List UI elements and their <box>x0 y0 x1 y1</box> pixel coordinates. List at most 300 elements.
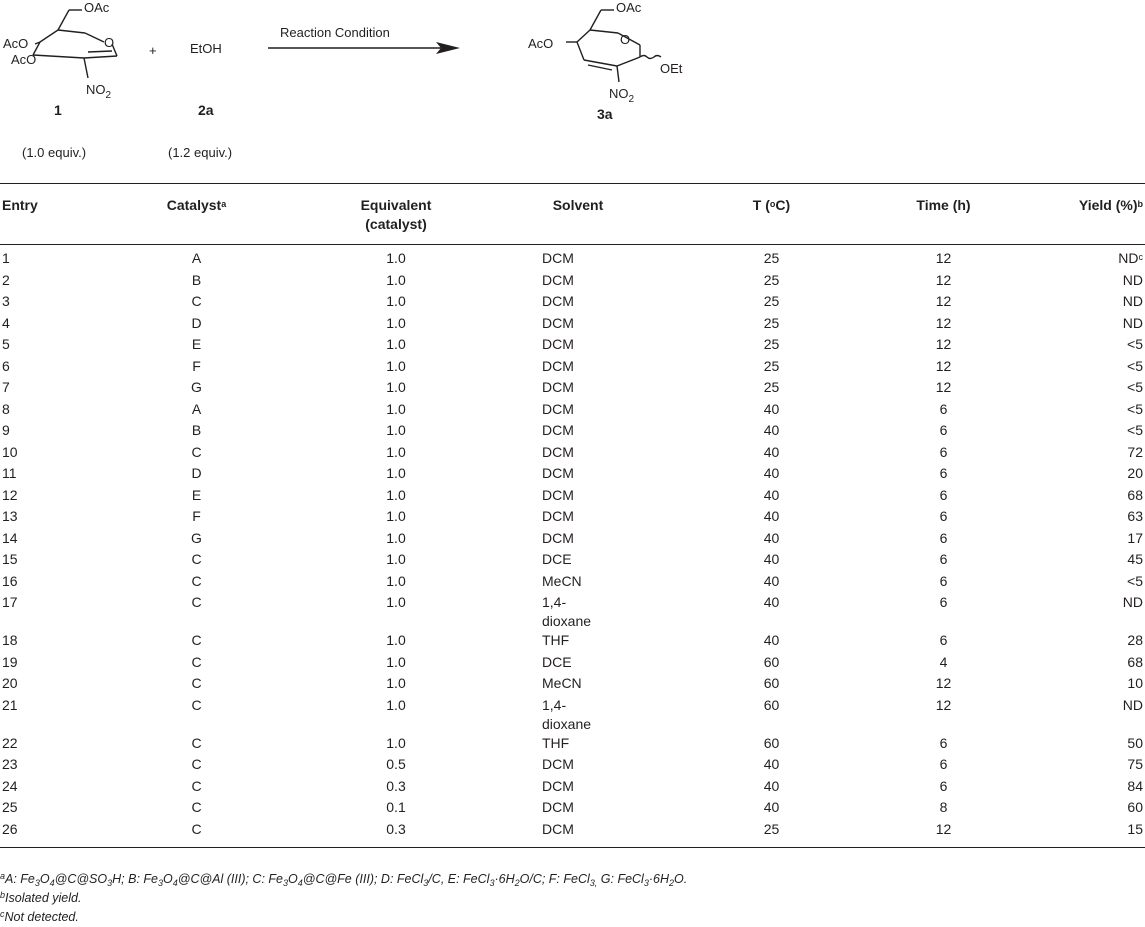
reactant-1-label: 1 <box>54 102 62 118</box>
cell-solvent <box>512 572 693 594</box>
cell-temperature-text: 40 <box>763 508 780 524</box>
cell-temperature <box>693 421 850 443</box>
header-time <box>850 184 1037 245</box>
cell-yield <box>1037 798 1145 820</box>
product-nitro: $NO_2$ <box>609 86 635 105</box>
product-oet: OEt <box>660 61 683 76</box>
cell-equivalent <box>280 550 512 572</box>
cell-yield-text: <5 <box>1127 400 1143 417</box>
results-table <box>0 183 1145 848</box>
cell-yield <box>1037 755 1145 777</box>
cell-catalyst-text: C <box>191 756 202 772</box>
cell-temperature <box>693 755 850 777</box>
cell-time <box>850 696 1037 734</box>
cell-yield <box>1037 443 1145 465</box>
cell-temperature <box>693 820 850 848</box>
cell-temperature-text: 40 <box>763 572 780 589</box>
cell-catalyst-text: C <box>191 777 202 794</box>
cell-temperature <box>693 335 850 357</box>
arrow-label: Reaction Condition <box>280 25 390 40</box>
cell-solvent <box>512 734 693 756</box>
cell-temperature <box>693 271 850 293</box>
header-catalyst-footnote-mark: a <box>221 199 227 209</box>
cell-time <box>850 653 1037 675</box>
cell-time <box>850 378 1037 400</box>
cell-solvent-text: DCM <box>542 379 574 395</box>
header-equivalent <box>280 184 512 245</box>
cell-temperature <box>693 572 850 594</box>
cell-yield <box>1037 674 1145 696</box>
cell-yield-text: 84 <box>1127 777 1143 794</box>
header-equivalent-line1: Equivalent <box>360 197 432 213</box>
cell-time-text: 6 <box>939 400 948 417</box>
cell-equivalent <box>280 464 512 486</box>
cell-yield <box>1037 335 1145 357</box>
cell-catalyst-text: B <box>191 271 202 288</box>
cell-solvent <box>512 464 693 486</box>
cell-catalyst <box>113 696 280 734</box>
footnote-subscript: 4 <box>49 878 55 888</box>
cell-yield-text: <5 <box>1127 379 1143 395</box>
cell-time-text: 12 <box>935 336 952 352</box>
footnote-text: @C@Al (III); C: Fe <box>177 872 283 886</box>
cell-equivalent-text: 1.0 <box>386 696 406 713</box>
header-row <box>0 184 1145 245</box>
cell-time <box>850 464 1037 486</box>
cell-entry <box>0 529 113 551</box>
cell-time <box>850 593 1037 631</box>
cell-solvent <box>512 292 693 314</box>
footnote-subscript: 4 <box>172 878 178 888</box>
header-entry-text: Entry <box>2 197 38 213</box>
cell-equivalent-text: 0.3 <box>386 777 406 794</box>
header-catalyst-text: Catalyst <box>166 197 222 213</box>
cell-entry <box>0 335 113 357</box>
cell-yield-text: 50 <box>1127 734 1143 751</box>
reaction-scheme-drawing <box>0 0 1145 180</box>
cell-temperature-text: 60 <box>763 653 780 670</box>
reaction-scheme <box>0 0 1145 180</box>
footnote-subscript: 2 <box>669 878 675 888</box>
cell-solvent-text: DCM <box>542 820 574 837</box>
footnote-text: O. <box>674 872 688 886</box>
table-row <box>0 486 1145 508</box>
header-yield-text: Yield (%) <box>1078 197 1138 213</box>
table-body <box>0 245 1145 848</box>
cell-temperature-text: 25 <box>763 379 780 395</box>
cell-yield <box>1037 357 1145 379</box>
cell-yield <box>1037 245 1145 271</box>
cell-solvent-text: DCM <box>542 250 574 266</box>
table-row <box>0 292 1145 314</box>
cell-entry <box>0 292 113 314</box>
cell-solvent-text: MeCN <box>542 572 582 589</box>
cell-equivalent <box>280 335 512 357</box>
cell-equivalent <box>280 400 512 422</box>
table-row <box>0 507 1145 529</box>
cell-temperature-text: 25 <box>763 314 780 331</box>
footnote-subscript: 3 <box>423 878 429 888</box>
cell-solvent <box>512 529 693 551</box>
cell-equivalent <box>280 314 512 336</box>
table-row <box>0 572 1145 594</box>
cell-entry-text: 7 <box>2 379 10 395</box>
cell-temperature <box>693 798 850 820</box>
cell-equivalent <box>280 507 512 529</box>
cell-time-text: 6 <box>939 422 948 438</box>
cell-yield-text: ND <box>1122 696 1143 713</box>
cell-yield <box>1037 550 1145 572</box>
header-solvent-text: Solvent <box>552 197 604 213</box>
cell-temperature-text: 25 <box>763 357 780 374</box>
cell-solvent <box>512 631 693 653</box>
cell-time <box>850 820 1037 848</box>
cell-solvent-text: DCM <box>542 777 574 794</box>
cell-yield-text: 20 <box>1127 465 1143 481</box>
cell-solvent <box>512 400 693 422</box>
footnote-text: H; B: Fe <box>112 872 158 886</box>
cell-temperature-text: 40 <box>763 799 780 815</box>
cell-entry <box>0 400 113 422</box>
header-temperature-prefix: T ( <box>752 197 770 213</box>
cell-solvent-text: DCM <box>542 357 574 374</box>
cell-entry-text: 13 <box>2 508 18 524</box>
cell-equivalent-text: 0.1 <box>386 799 406 815</box>
cell-catalyst-text: C <box>191 734 202 751</box>
reactant-2-label: 2a <box>198 102 214 118</box>
cell-equivalent <box>280 572 512 594</box>
cell-solvent <box>512 486 693 508</box>
cell-entry <box>0 572 113 594</box>
cell-temperature <box>693 357 850 379</box>
cell-temperature-text: 25 <box>763 820 780 837</box>
cell-equivalent-text: 1.0 <box>386 443 406 460</box>
cell-equivalent-text: 1.0 <box>386 314 406 331</box>
cell-time <box>850 755 1037 777</box>
table-row <box>0 271 1145 293</box>
cell-time <box>850 734 1037 756</box>
cell-time-text: 12 <box>935 696 952 713</box>
cell-solvent <box>512 696 693 734</box>
cell-entry-text: 24 <box>2 777 18 794</box>
cell-solvent <box>512 798 693 820</box>
cell-yield-text: 15 <box>1127 820 1143 837</box>
table-row <box>0 421 1145 443</box>
cell-equivalent-text: 0.3 <box>386 820 406 837</box>
cell-catalyst-text: C <box>191 799 202 815</box>
cell-solvent <box>512 593 693 631</box>
footnote-subscript: 3 <box>34 878 40 888</box>
cell-entry-text: 18 <box>2 632 18 648</box>
cell-equivalent-text: 1.0 <box>386 632 406 648</box>
cell-yield-footnote-mark: c <box>1138 252 1143 262</box>
cell-time <box>850 572 1037 594</box>
cell-catalyst <box>113 572 280 594</box>
cell-catalyst-text: C <box>191 820 202 837</box>
cell-solvent-text: DCM <box>542 314 574 331</box>
cell-equivalent-text: 1.0 <box>386 400 406 417</box>
cell-solvent-text: DCM <box>542 529 574 546</box>
cell-equivalent-text: 1.0 <box>386 465 406 481</box>
cell-solvent-text: DCM <box>542 465 574 481</box>
cell-solvent <box>512 314 693 336</box>
cell-entry <box>0 421 113 443</box>
cell-catalyst-text: G <box>191 529 202 546</box>
footnote-text: G: FeCl <box>597 872 644 886</box>
cell-time-text: 6 <box>939 443 948 460</box>
cell-temperature-text: 40 <box>763 777 780 794</box>
cell-time <box>850 550 1037 572</box>
cell-equivalent <box>280 486 512 508</box>
cell-catalyst <box>113 292 280 314</box>
cell-entry-text: 9 <box>2 422 10 438</box>
cell-entry <box>0 378 113 400</box>
cell-temperature-text: 40 <box>763 465 780 481</box>
cell-equivalent <box>280 245 512 271</box>
footnote-subscript: 3 <box>107 878 113 888</box>
cell-catalyst <box>113 820 280 848</box>
cell-solvent-text: DCM <box>542 400 574 417</box>
cell-solvent-text: DCM <box>542 756 574 772</box>
cell-entry <box>0 755 113 777</box>
footnote-text: /C, E: FeCl <box>428 872 490 886</box>
table-row <box>0 314 1145 336</box>
cell-entry <box>0 550 113 572</box>
cell-time <box>850 357 1037 379</box>
table-row <box>0 400 1145 422</box>
cell-time <box>850 421 1037 443</box>
cell-time-text: 12 <box>935 379 952 395</box>
cell-entry-text: 12 <box>2 486 18 503</box>
cell-temperature-text: 40 <box>763 422 780 438</box>
cell-yield <box>1037 572 1145 594</box>
cell-equivalent <box>280 443 512 465</box>
cell-time-text: 6 <box>939 486 948 503</box>
cell-time <box>850 507 1037 529</box>
cell-entry-text: 6 <box>2 357 10 374</box>
cell-catalyst-text: D <box>191 465 202 481</box>
cell-temperature-text: 40 <box>763 529 780 546</box>
cell-yield <box>1037 314 1145 336</box>
footnote-b <box>0 889 1145 908</box>
cell-entry-text: 16 <box>2 572 18 589</box>
cell-entry <box>0 245 113 271</box>
cell-yield <box>1037 820 1145 848</box>
cell-time-text: 6 <box>939 508 948 524</box>
cell-time-text: 6 <box>939 551 948 567</box>
footnote-subscript: 4 <box>297 878 303 888</box>
cell-solvent-text: DCM <box>542 486 574 503</box>
cell-time <box>850 271 1037 293</box>
cell-temperature <box>693 378 850 400</box>
cell-yield-text: 10 <box>1127 675 1143 691</box>
cell-solvent <box>512 777 693 799</box>
cell-catalyst <box>113 421 280 443</box>
cell-solvent <box>512 245 693 271</box>
cell-solvent <box>512 357 693 379</box>
cell-entry-text: 10 <box>2 443 18 460</box>
cell-catalyst-text: C <box>191 675 202 691</box>
footnote-text: O <box>39 872 50 886</box>
header-yield <box>1037 184 1145 245</box>
cell-catalyst <box>113 734 280 756</box>
product-label: 3a <box>597 106 613 122</box>
footnote-text: ·6H <box>494 872 515 886</box>
cell-catalyst-text: C <box>191 632 202 648</box>
cell-temperature-text: 40 <box>763 756 780 772</box>
cell-entry-text: 19 <box>2 653 18 670</box>
table-row <box>0 335 1145 357</box>
cell-time-text: 12 <box>935 820 952 837</box>
cell-catalyst-text: C <box>191 653 202 670</box>
footnote-subscript: 3 <box>643 878 649 888</box>
cell-temperature-text: 60 <box>763 696 780 713</box>
cell-entry <box>0 820 113 848</box>
cell-solvent-text: DCM <box>542 336 574 352</box>
cell-solvent <box>512 378 693 400</box>
table-footnotes <box>0 870 1145 927</box>
cell-time <box>850 314 1037 336</box>
cell-equivalent <box>280 777 512 799</box>
cell-entry-text: 20 <box>2 675 18 691</box>
cell-catalyst <box>113 777 280 799</box>
cell-catalyst <box>113 653 280 675</box>
cell-equivalent <box>280 820 512 848</box>
cell-entry <box>0 271 113 293</box>
cell-catalyst-text: C <box>191 696 202 713</box>
table-row <box>0 755 1145 777</box>
cell-equivalent-text: 1.0 <box>386 486 406 503</box>
cell-yield-text: 68 <box>1127 486 1143 503</box>
footnote-text: @C@Fe (III); D: FeCl <box>302 872 424 886</box>
cell-catalyst <box>113 755 280 777</box>
header-yield-footnote-mark: b <box>1137 199 1143 209</box>
table-row <box>0 529 1145 551</box>
cell-catalyst-text: A <box>191 400 202 417</box>
footnote-mark: b <box>0 890 6 900</box>
cell-entry-text: 3 <box>2 293 10 309</box>
cell-temperature-text: 25 <box>763 336 780 352</box>
cell-yield-text: 17 <box>1127 529 1143 546</box>
cell-entry-text: 11 <box>2 465 17 481</box>
cell-equivalent <box>280 674 512 696</box>
footnote-subscript: 3 <box>157 878 163 888</box>
cell-time-text: 12 <box>935 314 952 331</box>
cell-equivalent-text: 1.0 <box>386 250 406 266</box>
cell-equivalent <box>280 631 512 653</box>
cell-equivalent <box>280 734 512 756</box>
cell-catalyst <box>113 271 280 293</box>
cell-time-text: 6 <box>939 529 948 546</box>
cell-catalyst <box>113 443 280 465</box>
footnote-text: @C@SO <box>54 872 108 886</box>
cell-equivalent <box>280 421 512 443</box>
cell-entry <box>0 631 113 653</box>
cell-solvent-text: DCM <box>542 443 574 460</box>
cell-equivalent <box>280 653 512 675</box>
cell-yield <box>1037 378 1145 400</box>
header-entry <box>0 184 113 245</box>
cell-temperature <box>693 674 850 696</box>
cell-time-text: 6 <box>939 465 948 481</box>
footnote-mark: a <box>0 871 6 881</box>
cell-equivalent-text: 1.0 <box>386 594 406 610</box>
reactant-1-equiv: (1.0 equiv.) <box>22 145 87 160</box>
table-row <box>0 696 1145 734</box>
cell-catalyst-text: C <box>191 551 202 567</box>
cell-temperature-text: 40 <box>763 400 780 417</box>
cell-catalyst <box>113 245 280 271</box>
cell-solvent-text: 1,4-dioxane <box>542 696 592 732</box>
cell-time <box>850 529 1037 551</box>
cell-solvent <box>512 421 693 443</box>
cell-catalyst-text: D <box>191 314 202 331</box>
cell-yield-text: ND <box>1122 594 1143 610</box>
cell-solvent-text: THF <box>542 632 570 648</box>
table-header <box>0 184 1145 245</box>
cell-time-text: 6 <box>939 777 948 794</box>
table-row <box>0 550 1145 572</box>
cell-temperature <box>693 529 850 551</box>
cell-catalyst <box>113 486 280 508</box>
header-solvent <box>512 184 693 245</box>
table-row <box>0 734 1145 756</box>
cell-temperature-text: 40 <box>763 486 780 503</box>
cell-time <box>850 245 1037 271</box>
cell-temperature <box>693 593 850 631</box>
cell-yield-text: <5 <box>1127 572 1143 589</box>
cell-time-text: 12 <box>935 271 952 288</box>
cell-yield <box>1037 507 1145 529</box>
cell-solvent-text: DCM <box>542 508 574 524</box>
footnote-mark: c <box>0 909 5 919</box>
cell-equivalent <box>280 593 512 631</box>
cell-time <box>850 443 1037 465</box>
cell-temperature-text: 25 <box>763 250 780 266</box>
cell-catalyst <box>113 593 280 631</box>
product-oac-top: OAc <box>616 0 642 15</box>
cell-time-text: 4 <box>939 653 948 670</box>
cell-temperature <box>693 550 850 572</box>
cell-temperature <box>693 292 850 314</box>
cell-catalyst <box>113 507 280 529</box>
cell-time <box>850 631 1037 653</box>
cell-equivalent <box>280 292 512 314</box>
cell-entry <box>0 486 113 508</box>
cell-equivalent-text: 1.0 <box>386 675 406 691</box>
cell-solvent-text: DCM <box>542 271 574 288</box>
footnote-subscript: 3 <box>489 878 495 888</box>
cell-solvent-text: DCE <box>542 653 572 670</box>
cell-temperature <box>693 507 850 529</box>
cell-temperature-text: 25 <box>763 293 780 309</box>
cell-temperature <box>693 734 850 756</box>
cell-solvent <box>512 820 693 848</box>
cell-entry-text: 25 <box>2 799 18 815</box>
cell-temperature-text: 60 <box>763 675 780 691</box>
cell-temperature <box>693 696 850 734</box>
cell-catalyst <box>113 798 280 820</box>
cell-equivalent-text: 1.0 <box>386 336 406 352</box>
cell-temperature-text: 25 <box>763 271 780 288</box>
header-temperature-degree: o <box>769 199 776 209</box>
table-row <box>0 777 1145 799</box>
reactant-1-ring-oxygen: O <box>104 35 115 50</box>
footnote-c <box>0 908 1145 927</box>
cell-yield-text: 75 <box>1127 756 1143 772</box>
table-row <box>0 653 1145 675</box>
cell-yield-text: 45 <box>1127 551 1143 567</box>
